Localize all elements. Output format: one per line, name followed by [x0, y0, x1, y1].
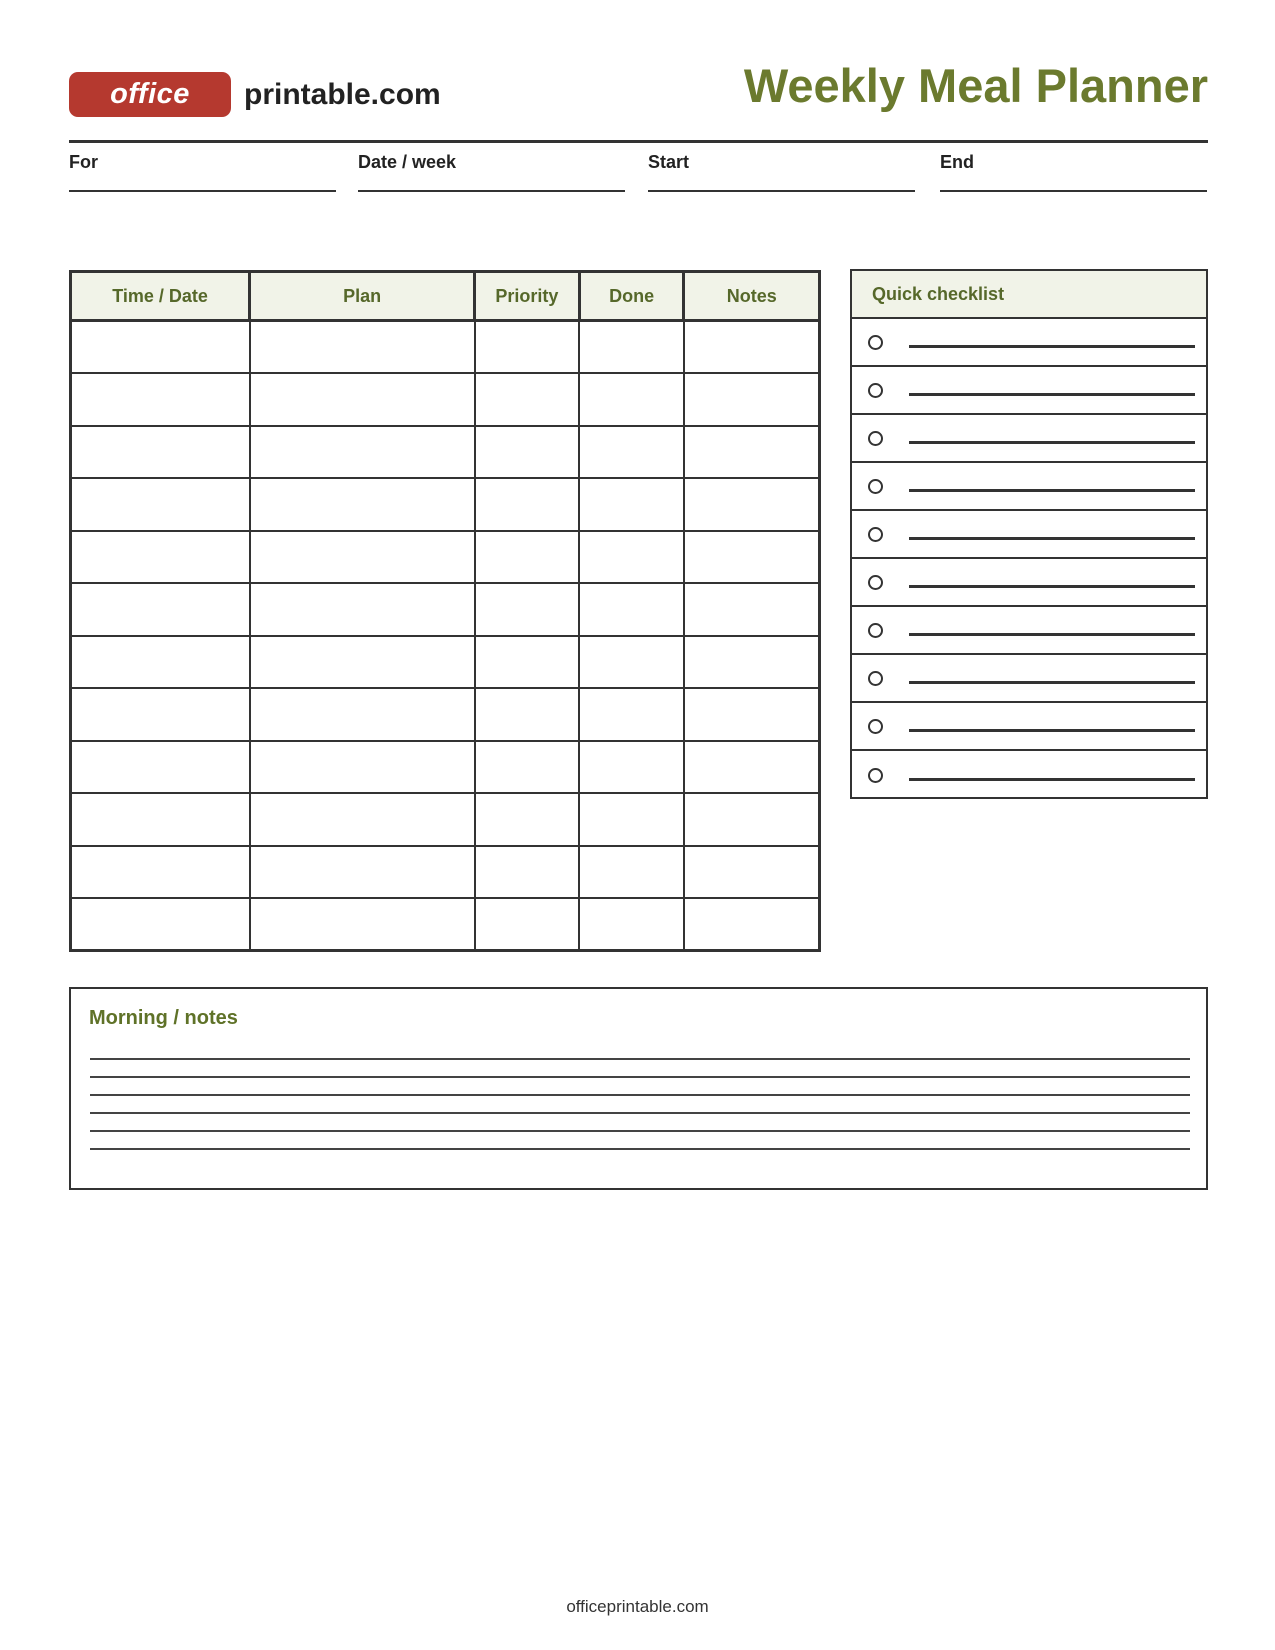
cell-priority[interactable] — [475, 531, 580, 584]
cell-plan[interactable] — [250, 636, 475, 689]
cell-time-date[interactable] — [71, 636, 250, 689]
notes-section — [69, 987, 1208, 1190]
cell-priority[interactable] — [475, 583, 580, 636]
cell-time-date[interactable] — [71, 373, 250, 426]
plan-table-header-row — [71, 272, 820, 321]
notes-write-line[interactable] — [90, 1112, 1190, 1114]
column-header-time-date: Time / Date — [71, 272, 250, 321]
cell-done[interactable] — [579, 846, 684, 899]
cell-priority[interactable] — [475, 321, 580, 374]
cell-priority[interactable] — [475, 898, 580, 951]
notes-write-line[interactable] — [90, 1130, 1190, 1132]
cell-done[interactable] — [579, 793, 684, 846]
checklist-write-line[interactable] — [909, 393, 1195, 396]
column-header-done: Done — [579, 272, 684, 321]
table-row — [71, 478, 820, 531]
cell-done[interactable] — [579, 583, 684, 636]
cell-time-date[interactable] — [71, 321, 250, 374]
page-title: Weekly Meal Planner — [743, 59, 1208, 112]
cell-done[interactable] — [579, 898, 684, 951]
cell-priority[interactable] — [475, 793, 580, 846]
cell-priority[interactable] — [475, 636, 580, 689]
cell-done[interactable] — [579, 426, 684, 479]
table-row — [71, 426, 820, 479]
cell-plan[interactable] — [250, 688, 475, 741]
cell-notes[interactable] — [684, 793, 820, 846]
cell-time-date[interactable] — [71, 846, 250, 899]
cell-done[interactable] — [579, 688, 684, 741]
cell-notes[interactable] — [684, 846, 820, 899]
field-start[interactable] — [648, 152, 915, 192]
checklist-item — [852, 607, 1206, 655]
cell-done[interactable] — [579, 741, 684, 794]
cell-plan[interactable] — [250, 478, 475, 531]
checklist-item — [852, 703, 1206, 751]
checklist-item — [852, 751, 1206, 799]
table-row — [71, 583, 820, 636]
cell-plan[interactable] — [250, 741, 475, 794]
checklist-item — [852, 319, 1206, 367]
field-label-date-week: Date / week — [358, 152, 457, 172]
cell-time-date[interactable] — [71, 426, 250, 479]
cell-notes[interactable] — [684, 531, 820, 584]
notes-write-line[interactable] — [90, 1148, 1190, 1150]
cell-priority[interactable] — [475, 426, 580, 479]
notes-write-line[interactable] — [90, 1058, 1190, 1060]
cell-notes[interactable] — [684, 373, 820, 426]
cell-time-date[interactable] — [71, 898, 250, 951]
cell-priority[interactable] — [475, 846, 580, 899]
table-row — [71, 846, 820, 899]
cell-notes[interactable] — [684, 636, 820, 689]
checklist-item — [852, 367, 1206, 415]
field-date-week[interactable] — [358, 152, 625, 192]
field-label-start: Start — [648, 152, 690, 172]
logo-badge: office — [69, 72, 231, 117]
checklist-item — [852, 415, 1206, 463]
field-label-for: For — [69, 152, 98, 172]
cell-notes[interactable] — [684, 426, 820, 479]
table-row — [71, 321, 820, 374]
checklist-write-line[interactable] — [909, 633, 1195, 636]
checkbox-circle-icon[interactable] — [868, 383, 883, 398]
checkbox-circle-icon[interactable] — [868, 623, 883, 638]
checklist-item — [852, 511, 1206, 559]
cell-notes[interactable] — [684, 478, 820, 531]
checklist-item — [852, 463, 1206, 511]
cell-time-date[interactable] — [71, 478, 250, 531]
checklist-title: Quick checklist — [852, 271, 1206, 319]
cell-time-date[interactable] — [71, 531, 250, 584]
cell-done[interactable] — [579, 531, 684, 584]
field-end[interactable] — [940, 152, 1207, 192]
checklist-write-line[interactable] — [909, 778, 1195, 781]
checklist-write-line[interactable] — [909, 729, 1195, 732]
column-header-plan: Plan — [250, 272, 475, 321]
footer-url: officeprintable.com — [566, 1597, 709, 1616]
column-header-priority: Priority — [475, 272, 580, 321]
notes-title: Morning / notes — [89, 1007, 238, 1029]
cell-done[interactable] — [579, 373, 684, 426]
cell-plan[interactable] — [250, 583, 475, 636]
plan-table — [69, 270, 821, 952]
cell-priority[interactable] — [475, 478, 580, 531]
notes-write-line[interactable] — [90, 1094, 1190, 1096]
field-label-end: End — [940, 152, 974, 172]
cell-notes[interactable] — [684, 688, 820, 741]
checkbox-circle-icon[interactable] — [868, 575, 883, 590]
cell-plan[interactable] — [250, 531, 475, 584]
table-row — [71, 373, 820, 426]
checklist-write-line[interactable] — [909, 681, 1195, 684]
plan-table-body — [71, 321, 820, 951]
cell-notes[interactable] — [684, 898, 820, 951]
cell-priority[interactable] — [475, 688, 580, 741]
cell-plan[interactable] — [250, 846, 475, 899]
cell-priority[interactable] — [475, 373, 580, 426]
field-for[interactable] — [69, 152, 336, 192]
cell-done[interactable] — [579, 636, 684, 689]
header-divider — [69, 140, 1208, 143]
cell-plan[interactable] — [250, 426, 475, 479]
cell-notes[interactable] — [684, 741, 820, 794]
checkbox-circle-icon[interactable] — [868, 719, 883, 734]
table-row — [71, 793, 820, 846]
logo-domain-text: printable.com — [244, 77, 441, 111]
checkbox-circle-icon[interactable] — [868, 431, 883, 446]
checkbox-circle-icon[interactable] — [868, 671, 883, 686]
checklist-write-line[interactable] — [909, 489, 1195, 492]
cell-notes[interactable] — [684, 583, 820, 636]
checklist-items — [852, 319, 1206, 799]
checklist-write-line[interactable] — [909, 585, 1195, 588]
checklist-write-line[interactable] — [909, 441, 1195, 444]
table-row — [71, 741, 820, 794]
table-row — [71, 531, 820, 584]
cell-done[interactable] — [579, 321, 684, 374]
cell-time-date[interactable] — [71, 741, 250, 794]
cell-plan[interactable] — [250, 793, 475, 846]
cell-time-date[interactable] — [71, 793, 250, 846]
checklist-item — [852, 655, 1206, 703]
checklist-write-line[interactable] — [909, 537, 1195, 540]
cell-notes[interactable] — [684, 321, 820, 374]
cell-done[interactable] — [579, 478, 684, 531]
cell-plan[interactable] — [250, 321, 475, 374]
checkbox-circle-icon[interactable] — [868, 527, 883, 542]
cell-time-date[interactable] — [71, 688, 250, 741]
cell-plan[interactable] — [250, 373, 475, 426]
checkbox-circle-icon[interactable] — [868, 768, 883, 783]
column-header-notes: Notes — [684, 272, 820, 321]
table-row — [71, 898, 820, 951]
quick-checklist — [850, 269, 1208, 799]
checkbox-circle-icon[interactable] — [868, 335, 883, 350]
cell-time-date[interactable] — [71, 583, 250, 636]
table-row — [71, 688, 820, 741]
checklist-write-line[interactable] — [909, 345, 1195, 348]
cell-plan[interactable] — [250, 898, 475, 951]
checkbox-circle-icon[interactable] — [868, 479, 883, 494]
table-row — [71, 636, 820, 689]
notes-write-line[interactable] — [90, 1076, 1190, 1078]
cell-priority[interactable] — [475, 741, 580, 794]
checklist-item — [852, 559, 1206, 607]
brand-logo — [69, 72, 441, 117]
